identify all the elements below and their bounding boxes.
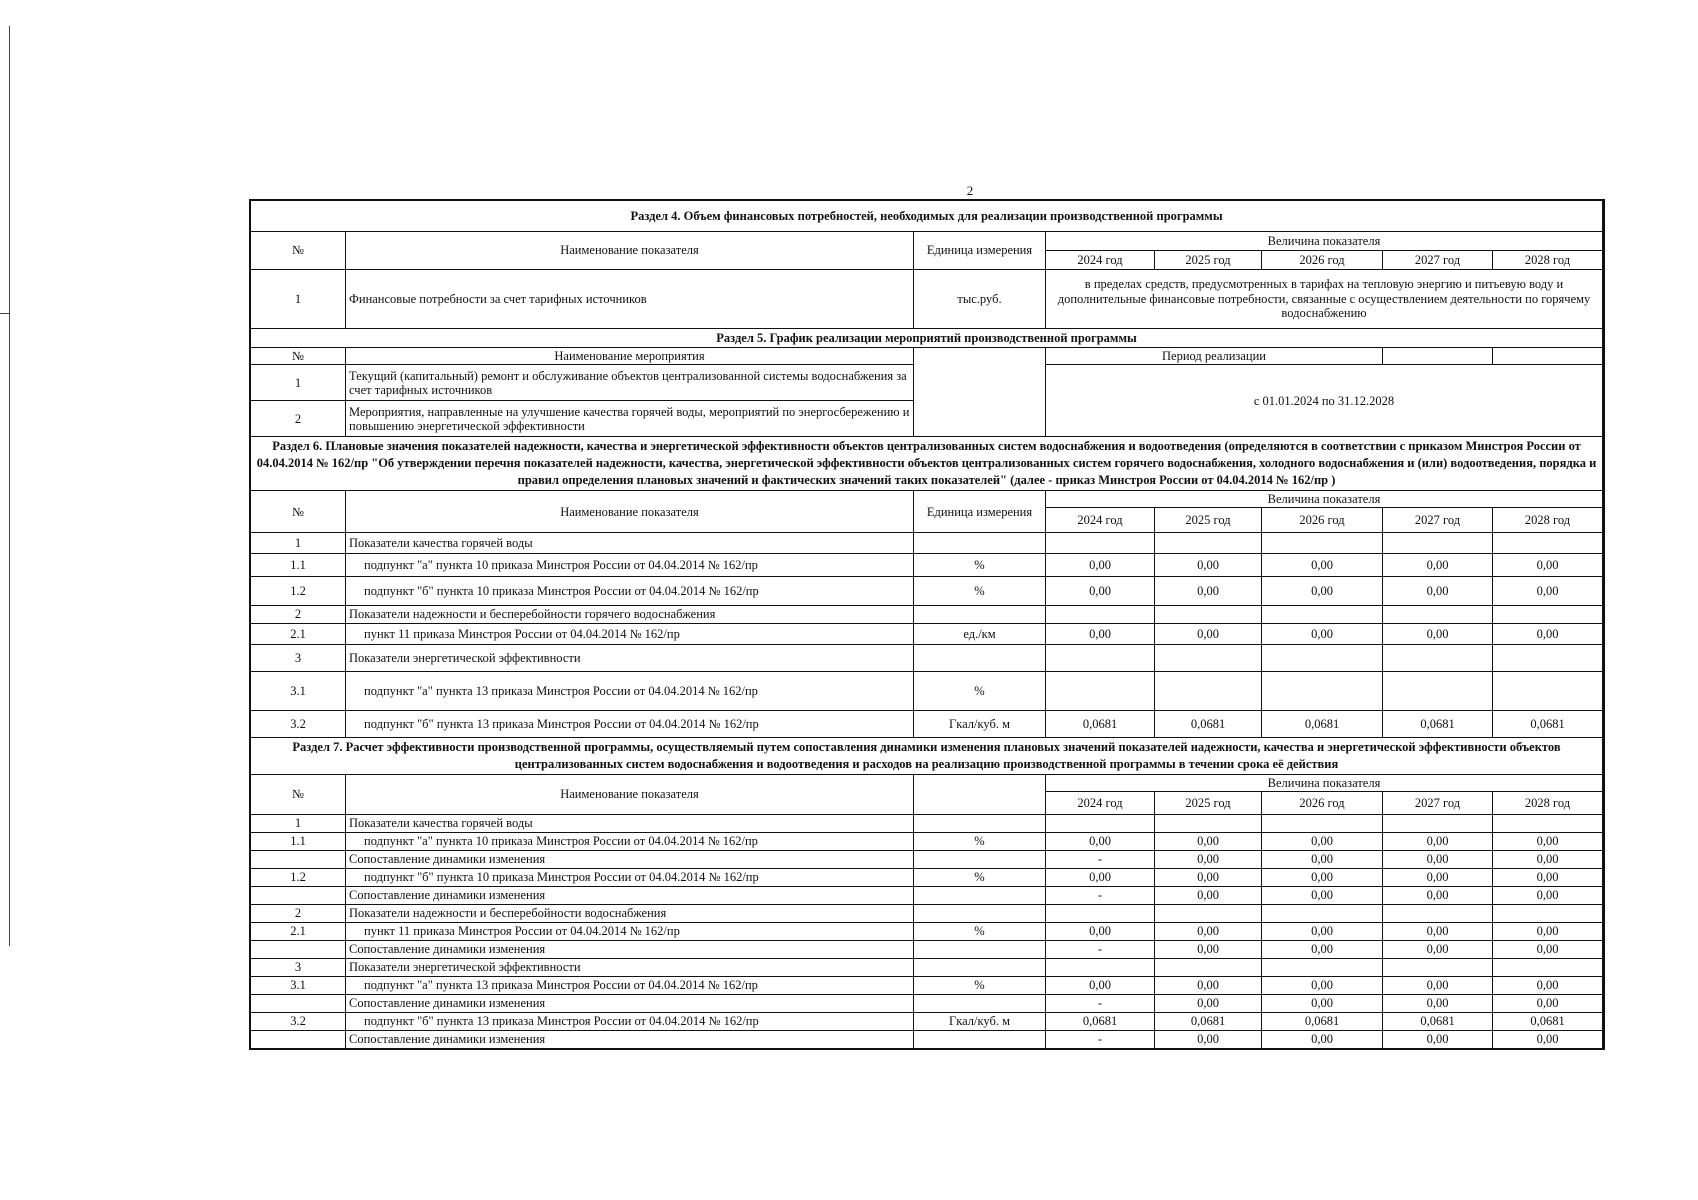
indicator-name: пункт 11 приказа Минстроя России от 04.04.2014 № 162/пр — [346, 922, 914, 940]
empty-cell — [914, 533, 1046, 554]
group-name: Показатели энергетической эффективности — [346, 958, 914, 976]
empty-cell — [1493, 904, 1603, 922]
comparison-label: Сопоставление динамики изменения — [346, 940, 914, 958]
empty-cell — [1155, 904, 1262, 922]
value-cell: 0,00 — [1262, 577, 1383, 606]
row-number: 3.2 — [251, 1012, 346, 1030]
row-number: 1 — [251, 270, 346, 329]
value-cell: 0,00 — [1383, 976, 1493, 994]
value-cell: 0,0681 — [1046, 710, 1155, 737]
value-cell: 0,00 — [1155, 976, 1262, 994]
section-7-header-row — [251, 774, 1603, 791]
year-header: 2025 год — [1155, 251, 1262, 270]
event-name: Текущий (капитальный) ремонт и обслуживание объектов централизованной системы водоснабжения за счет тарифных источников — [346, 365, 914, 401]
group-name: Показатели надежности и бесперебойности водоснабжения — [346, 904, 914, 922]
row-number: 1.1 — [251, 832, 346, 850]
value-cell: 0,00 — [1493, 868, 1603, 886]
value-cell: 0,0681 — [1383, 710, 1493, 737]
indicator-name: подпункт "б" пункта 13 приказа Минстроя России от 04.04.2014 № 162/пр — [346, 710, 914, 737]
section-7-data-row — [251, 976, 1603, 994]
indicator-name: подпункт "а" пункта 10 приказа Минстроя России от 04.04.2014 № 162/пр — [346, 832, 914, 850]
section-4-data-row — [251, 270, 1603, 329]
value-cell: 0,00 — [1155, 994, 1262, 1012]
value-cell: 0,00 — [1262, 554, 1383, 577]
unit-cell: Гкал/куб. м — [914, 1012, 1046, 1030]
value-cell: 0,00 — [1155, 554, 1262, 577]
row-number: 1.2 — [251, 577, 346, 606]
value-cell: 0,00 — [1262, 922, 1383, 940]
section-7-comparison-row — [251, 850, 1603, 868]
year-header: 2024 год — [1046, 791, 1155, 814]
empty-number-cell — [251, 886, 346, 904]
section-7-comparison-row — [251, 1030, 1603, 1048]
value-cell: 0,00 — [1155, 832, 1262, 850]
section-7-comparison-row — [251, 886, 1603, 904]
value-cell: 0,0681 — [1046, 1012, 1155, 1030]
section-4-title: Раздел 4. Объем финансовых потребностей, необходимых для реализации производственной программы — [251, 201, 1603, 232]
section-6-data-row — [251, 710, 1603, 737]
unit-cell: тыс.руб. — [914, 270, 1046, 329]
year-header: 2024 год — [1046, 251, 1155, 270]
value-cell: 0,00 — [1493, 623, 1603, 644]
group-number: 1 — [251, 533, 346, 554]
row-number: 2.1 — [251, 922, 346, 940]
value-cell: 0,00 — [1155, 623, 1262, 644]
group-number: 1 — [251, 814, 346, 832]
value-cell: 0,00 — [1155, 868, 1262, 886]
comparison-label: Сопоставление динамики изменения — [346, 994, 914, 1012]
section-7-data-row — [251, 868, 1603, 886]
value-cell: 0,00 — [1493, 886, 1603, 904]
row-number: 1.1 — [251, 554, 346, 577]
value-cell: 0,00 — [1493, 832, 1603, 850]
group-number: 3 — [251, 958, 346, 976]
empty-cell — [1155, 606, 1262, 623]
indicator-name: подпункт "б" пункта 10 приказа Минстроя России от 04.04.2014 № 162/пр — [346, 868, 914, 886]
empty-number-cell — [251, 1030, 346, 1048]
col-header-no: № — [251, 774, 346, 814]
empty-cell — [1383, 814, 1493, 832]
empty-cell — [1262, 958, 1383, 976]
col-header-period: Период реализации — [1046, 348, 1383, 365]
empty-cell — [1046, 533, 1155, 554]
value-cell — [1046, 671, 1155, 710]
year-header: 2027 год — [1383, 791, 1493, 814]
empty-cell — [1046, 606, 1155, 623]
section-7-data-row — [251, 832, 1603, 850]
unit-cell: Гкал/куб. м — [914, 710, 1046, 737]
year-header: 2027 год — [1383, 508, 1493, 533]
comparison-label: Сопоставление динамики изменения — [346, 850, 914, 868]
col-header-name: Наименование показателя — [346, 232, 914, 270]
indicator-name: подпункт "а" пункта 13 приказа Минстроя России от 04.04.2014 № 162/пр — [346, 976, 914, 994]
section-6-group-row — [251, 606, 1603, 623]
event-name: Мероприятия, направленные на улучшение качества горячей воды, мероприятий по энергосбережению и повышению энергетической эффективности — [346, 401, 914, 437]
row-number: 3.1 — [251, 976, 346, 994]
section-7-data-row — [251, 1012, 1603, 1030]
section-6-data-row — [251, 577, 1603, 606]
empty-cell — [914, 774, 1046, 814]
empty-cell — [1155, 533, 1262, 554]
unit-cell — [914, 886, 1046, 904]
section-5-title: Раздел 5. График реализации мероприятий производственной программы — [251, 329, 1603, 348]
group-name: Показатели надежности и бесперебойности горячего водоснабжения — [346, 606, 914, 623]
realization-period: с 01.01.2024 по 31.12.2028 — [1046, 365, 1603, 437]
indicator-name: подпункт "а" пункта 13 приказа Минстроя России от 04.04.2014 № 162/пр — [346, 671, 914, 710]
col-header-no: № — [251, 232, 346, 270]
row-number: 3.2 — [251, 710, 346, 737]
row-number: 1 — [251, 365, 346, 401]
empty-cell — [1493, 606, 1603, 623]
empty-cell — [914, 958, 1046, 976]
value-cell: 0,00 — [1493, 922, 1603, 940]
unit-cell: % — [914, 832, 1046, 850]
value-cell: 0,00 — [1262, 850, 1383, 868]
empty-number-cell — [251, 994, 346, 1012]
value-cell: 0,00 — [1155, 886, 1262, 904]
empty-cell — [914, 348, 1046, 365]
value-cell: 0,00 — [1262, 1030, 1383, 1048]
value-cell: 0,00 — [1262, 976, 1383, 994]
value-cell: 0,00 — [1383, 868, 1493, 886]
section-7-title-row — [251, 737, 1603, 774]
indicator-name: Финансовые потребности за счет тарифных источников — [346, 270, 914, 329]
empty-cell — [1155, 814, 1262, 832]
unit-cell: % — [914, 671, 1046, 710]
section-6-group-row — [251, 533, 1603, 554]
group-number: 3 — [251, 644, 346, 671]
section-7-comparison-row — [251, 940, 1603, 958]
section-7-group-row — [251, 958, 1603, 976]
section-6-data-row — [251, 623, 1603, 644]
empty-cell — [914, 814, 1046, 832]
value-cell: 0,0681 — [1155, 710, 1262, 737]
value-cell: 0,00 — [1155, 940, 1262, 958]
empty-number-cell — [251, 850, 346, 868]
production-program-table — [250, 200, 1603, 1049]
value-cell: 0,00 — [1493, 1030, 1603, 1048]
indicator-name: подпункт "а" пункта 10 приказа Минстроя России от 04.04.2014 № 162/пр — [346, 554, 914, 577]
value-cell: 0,00 — [1155, 922, 1262, 940]
year-header: 2024 год — [1046, 508, 1155, 533]
empty-cell — [1493, 533, 1603, 554]
value-cell: 0,00 — [1383, 554, 1493, 577]
indicator-name: пункт 11 приказа Минстроя России от 04.04.2014 № 162/пр — [346, 623, 914, 644]
col-header-no: № — [251, 491, 346, 533]
value-cell: 0,00 — [1493, 994, 1603, 1012]
row-number: 2.1 — [251, 623, 346, 644]
value-cell: 0,00 — [1262, 886, 1383, 904]
col-header-event-name: Наименование мероприятия — [346, 348, 914, 365]
empty-number-cell — [251, 940, 346, 958]
value-cell: 0,00 — [1046, 832, 1155, 850]
value-cell: - — [1046, 940, 1155, 958]
row-number: 2 — [251, 401, 346, 437]
value-cell: 0,00 — [1046, 868, 1155, 886]
col-header-no: № — [251, 348, 346, 365]
section-7-title: Раздел 7. Расчет эффективности производственной программы, осуществляемый путем сопоставления динамики изменения плановых значений показателей надежности, качества и энергетической эффективности объектов централизованных систем водоснабжения и водоотведения и расходов на реализацию производственной программы в течении срока её действия — [251, 737, 1603, 774]
empty-cell — [1262, 644, 1383, 671]
left-margin-tick — [0, 313, 9, 314]
value-cell: 0,00 — [1383, 850, 1493, 868]
value-cell: 0,00 — [1262, 868, 1383, 886]
value-cell: 0,00 — [1383, 1030, 1493, 1048]
value-cell: 0,0681 — [1155, 1012, 1262, 1030]
empty-cell — [1262, 904, 1383, 922]
empty-cell — [1383, 606, 1493, 623]
section-6-data-row — [251, 554, 1603, 577]
value-cell: 0,00 — [1262, 832, 1383, 850]
empty-cell — [914, 365, 1046, 401]
value-cell: 0,00 — [1383, 577, 1493, 606]
section-4-title-row — [251, 201, 1603, 232]
group-name: Показатели качества горячей воды — [346, 814, 914, 832]
section-5-header-row — [251, 348, 1603, 365]
year-header: 2028 год — [1493, 251, 1603, 270]
section-7-group-row — [251, 814, 1603, 832]
value-cell: - — [1046, 850, 1155, 868]
value-cell: 0,00 — [1046, 554, 1155, 577]
value-cell: 0,00 — [1493, 554, 1603, 577]
section-7-group-row — [251, 904, 1603, 922]
empty-cell — [1155, 644, 1262, 671]
value-cell: 0,00 — [1493, 850, 1603, 868]
unit-cell: % — [914, 976, 1046, 994]
unit-cell: % — [914, 868, 1046, 886]
group-name: Показатели энергетической эффективности — [346, 644, 914, 671]
year-header: 2028 год — [1493, 791, 1603, 814]
section-6-title-row — [251, 437, 1603, 491]
row-number: 1.2 — [251, 868, 346, 886]
indicator-name: подпункт "б" пункта 13 приказа Минстроя России от 04.04.2014 № 162/пр — [346, 1012, 914, 1030]
section-7-data-row — [251, 922, 1603, 940]
section-7-comparison-row — [251, 994, 1603, 1012]
value-cell: 0,00 — [1155, 1030, 1262, 1048]
value-cell: 0,00 — [1493, 577, 1603, 606]
empty-cell — [914, 644, 1046, 671]
unit-cell: % — [914, 554, 1046, 577]
value-cell: 0,0681 — [1383, 1012, 1493, 1030]
empty-cell — [1262, 533, 1383, 554]
value-cell: 0,00 — [1493, 940, 1603, 958]
value-cell: 0,00 — [1383, 832, 1493, 850]
row-number: 3.1 — [251, 671, 346, 710]
empty-cell — [1493, 958, 1603, 976]
value-cell — [1155, 671, 1262, 710]
value-cell: 0,00 — [1262, 940, 1383, 958]
value-cell: 0,0681 — [1493, 710, 1603, 737]
group-number: 2 — [251, 904, 346, 922]
year-header: 2025 год — [1155, 508, 1262, 533]
value-cell: - — [1046, 886, 1155, 904]
indicator-name: подпункт "б" пункта 10 приказа Минстроя России от 04.04.2014 № 162/пр — [346, 577, 914, 606]
section-6-group-row — [251, 644, 1603, 671]
empty-cell — [1262, 606, 1383, 623]
value-cell: 0,00 — [1046, 623, 1155, 644]
empty-cell — [1383, 904, 1493, 922]
value-cell: - — [1046, 1030, 1155, 1048]
year-header: 2028 год — [1493, 508, 1603, 533]
value-cell: 0,00 — [1046, 922, 1155, 940]
unit-cell — [914, 1030, 1046, 1048]
empty-cell — [1046, 904, 1155, 922]
empty-cell — [1383, 348, 1493, 365]
value-cell — [1383, 671, 1493, 710]
unit-cell: % — [914, 922, 1046, 940]
empty-cell — [1383, 533, 1493, 554]
empty-cell — [914, 606, 1046, 623]
section-6-title: Раздел 6. Плановые значения показателей надежности, качества и энергетической эффективности объектов централизованных систем водоснабжения и водоотведения (определяются в соответствии с приказом Минстроя России от 04.04.2014 № 162/пр "Об утверждении перечня показателей надежности, качества, энергетической эффективности объектов централизованных систем горячего водоснабжения, холодного водоснабжения и (или) водоотведения, порядка и правил определения плановых значений и фактических значений таких показателей" (далее - приказ Минстроя России от 04.04.2014 № 162/пр ) — [251, 437, 1603, 491]
empty-cell — [1383, 644, 1493, 671]
section-5-title-row — [251, 329, 1603, 348]
col-header-unit: Единица измерения — [914, 232, 1046, 270]
value-cell: 0,00 — [1383, 922, 1493, 940]
col-header-name: Наименование показателя — [346, 491, 914, 533]
unit-cell — [914, 940, 1046, 958]
group-number: 2 — [251, 606, 346, 623]
value-cell: 0,00 — [1155, 577, 1262, 606]
section-4-header-row — [251, 232, 1603, 251]
col-header-unit: Единица измерения — [914, 491, 1046, 533]
section-6-data-row — [251, 671, 1603, 710]
value-cell: 0,00 — [1262, 623, 1383, 644]
comparison-label: Сопоставление динамики изменения — [346, 886, 914, 904]
comparison-label: Сопоставление динамики изменения — [346, 1030, 914, 1048]
value-cell: 0,00 — [1493, 976, 1603, 994]
empty-cell — [1155, 958, 1262, 976]
value-cell: 0,0681 — [1262, 1012, 1383, 1030]
year-header: 2026 год — [1262, 508, 1383, 533]
col-header-value: Величина показателя — [1046, 232, 1603, 251]
empty-cell — [1383, 958, 1493, 976]
group-name: Показатели качества горячей воды — [346, 533, 914, 554]
unit-cell — [914, 994, 1046, 1012]
col-header-name: Наименование показателя — [346, 774, 914, 814]
value-cell: - — [1046, 994, 1155, 1012]
empty-cell — [1046, 958, 1155, 976]
value-cell: 0,0681 — [1493, 1012, 1603, 1030]
value-note: в пределах средств, предусмотренных в тарифах на тепловую энергию и питьевую воду и дополнительные финансовые потребности, связанные с осуществлением деятельности по горячему водоснабжению — [1046, 270, 1603, 329]
value-cell: 0,00 — [1383, 623, 1493, 644]
empty-cell — [1493, 814, 1603, 832]
section-5-data-row — [251, 365, 1603, 401]
empty-cell — [1046, 814, 1155, 832]
value-cell: 0,00 — [1383, 940, 1493, 958]
left-margin-line — [9, 26, 10, 946]
empty-cell — [1493, 644, 1603, 671]
year-header: 2025 год — [1155, 791, 1262, 814]
value-cell: 0,00 — [1383, 886, 1493, 904]
section-6-header-row — [251, 491, 1603, 508]
unit-cell — [914, 850, 1046, 868]
unit-cell: % — [914, 577, 1046, 606]
value-cell: 0,00 — [1155, 850, 1262, 868]
value-cell: 0,00 — [1046, 976, 1155, 994]
year-header: 2026 год — [1262, 791, 1383, 814]
value-cell: 0,00 — [1046, 577, 1155, 606]
empty-cell — [914, 401, 1046, 437]
col-header-value: Величина показателя — [1046, 491, 1603, 508]
page-number: 2 — [966, 183, 974, 198]
value-cell: 0,0681 — [1262, 710, 1383, 737]
empty-cell — [1046, 644, 1155, 671]
value-cell — [1262, 671, 1383, 710]
empty-cell — [914, 904, 1046, 922]
value-cell: 0,00 — [1262, 994, 1383, 1012]
value-cell — [1493, 671, 1603, 710]
year-header: 2026 год — [1262, 251, 1383, 270]
empty-cell — [1493, 348, 1603, 365]
value-cell: 0,00 — [1383, 994, 1493, 1012]
col-header-value: Величина показателя — [1046, 774, 1603, 791]
empty-cell — [1262, 814, 1383, 832]
unit-cell: ед./км — [914, 623, 1046, 644]
year-header: 2027 год — [1383, 251, 1493, 270]
